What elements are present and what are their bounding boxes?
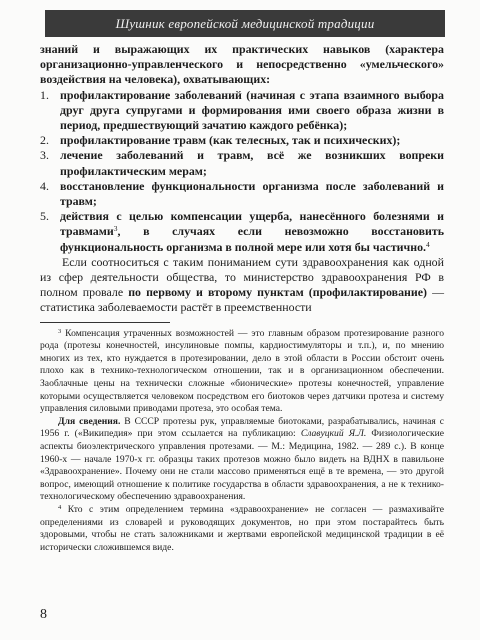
footnote-ref[interactable]: 3 xyxy=(113,224,118,234)
footnote-mark: 3 xyxy=(58,327,62,335)
list-item-number: 5. xyxy=(40,209,49,224)
list-item xyxy=(40,209,444,255)
activity-list xyxy=(40,88,444,255)
body-text: Если соотноситься с таким пониманием сути здравоохранения как одной из сфер деятельности общества, то министерство здравоохранения РФ в полном провале xyxy=(40,254,444,300)
footnotes xyxy=(40,328,444,555)
running-header-title: Шушник европейской медицинской традиции xyxy=(115,16,375,31)
list-item xyxy=(40,148,444,178)
list-item xyxy=(40,179,444,209)
running-header xyxy=(45,10,445,37)
list-item-text: действия с целью компенсации ущерба, нанесённого болезнями и травмами xyxy=(60,209,444,239)
citation-author: Славуцкий Я.Л. xyxy=(300,428,367,440)
list-item-text: восстановление функциональности организма после заболеваний и травм; xyxy=(60,178,444,209)
list-item xyxy=(40,88,444,134)
list-item-text: лечение заболеваний и травм, всё же возникших вопреки профилактическим мерам; xyxy=(60,148,444,178)
list-item-text-cont: , в случаях если невозможно восстановить функциональность организма в полной мере или хотя бы частично. xyxy=(60,224,444,254)
body-paragraph xyxy=(40,255,444,316)
footnote-text: В СССР протезы рук, управляемые биотоками, разрабатывались, начиная с 1956 г. («Википедия» при этом ссылается на публикацию: xyxy=(40,415,444,440)
footnote-info xyxy=(40,416,444,504)
footnote-text: Компенсация утраченных возможностей — это главным образом протезирование разного рода (протезы конечностей, инсулиновые помпы, кардиостимуляторы и т.п.), и, по мнению многих из тех, кто нуждается в протезировании, дело в этой области в России обстоит очень плохо как в технико-технологическом отношении, так и в организационном обеспечении. Заоблачные цены на технически сложные «бионические» протезы конечностей, управление которыми осуществляется человеком посредством его биотоков через датчики протеза и систему управления силовыми приводами протеза, это особая тема. xyxy=(40,327,444,415)
footnote-text: Кто с этим определением термина «здравоохранение» не согласен — размахивайте определениями из словарей и руководящих документов, но при этом постарайтесь быть здоровыми, чтобы не стать заложниками и жертвами европейской медицинской традиции в её исторически сложившемся виде. xyxy=(40,503,444,553)
list-item xyxy=(40,133,444,148)
info-label: Для сведения. xyxy=(58,415,121,427)
footnote-text: Физиологические аспекты биоэлектрического управления протезами. — М.: Медицина, 1982. — 289 с.). В конце 1960-х — начале 1970-х гг. образцы таких протезов можно было видеть на ВДНХ в павильоне «Здравоохранение». Почему они не стали массово применяться ещё в те времена, — это другой вопрос, имеющий отношение к политике государства в области здравоохранения, а не к технико-технологическому обеспечению здравоохранения. xyxy=(40,428,444,503)
list-item-text: профилактирование травм (как телесных, так и психических); xyxy=(60,133,401,148)
body-text: — статистика заболеваемости растёт в преемственности xyxy=(40,285,444,315)
list-item-text: профилактирование заболеваний (начиная с этапа взаимного выбора друг друга супругами и формирования ими своего образа жизни в период, предшествующий зачатию каждого ребёнка); xyxy=(60,87,444,133)
page-number: 8 xyxy=(40,607,47,622)
list-item-number: 1. xyxy=(40,87,49,102)
page-body xyxy=(40,42,444,554)
footnote-mark: 4 xyxy=(58,503,62,511)
footnote-ref[interactable]: 4 xyxy=(426,239,430,249)
footnote-divider xyxy=(40,322,170,323)
footnote-4 xyxy=(40,504,444,554)
intro-paragraph: знаний и выражающих их практических навыков (характера организационно-управленческого и непосредственно «умельческого» воздействия на человека), охватывающих: xyxy=(40,42,444,87)
list-item-number: 2. xyxy=(40,133,49,148)
list-item-number: 4. xyxy=(40,178,49,193)
body-text-emphasis: по первому и второму пунктам (профилактирование) xyxy=(128,285,427,300)
list-item-number: 3. xyxy=(40,148,49,163)
footnote-3 xyxy=(40,328,444,416)
